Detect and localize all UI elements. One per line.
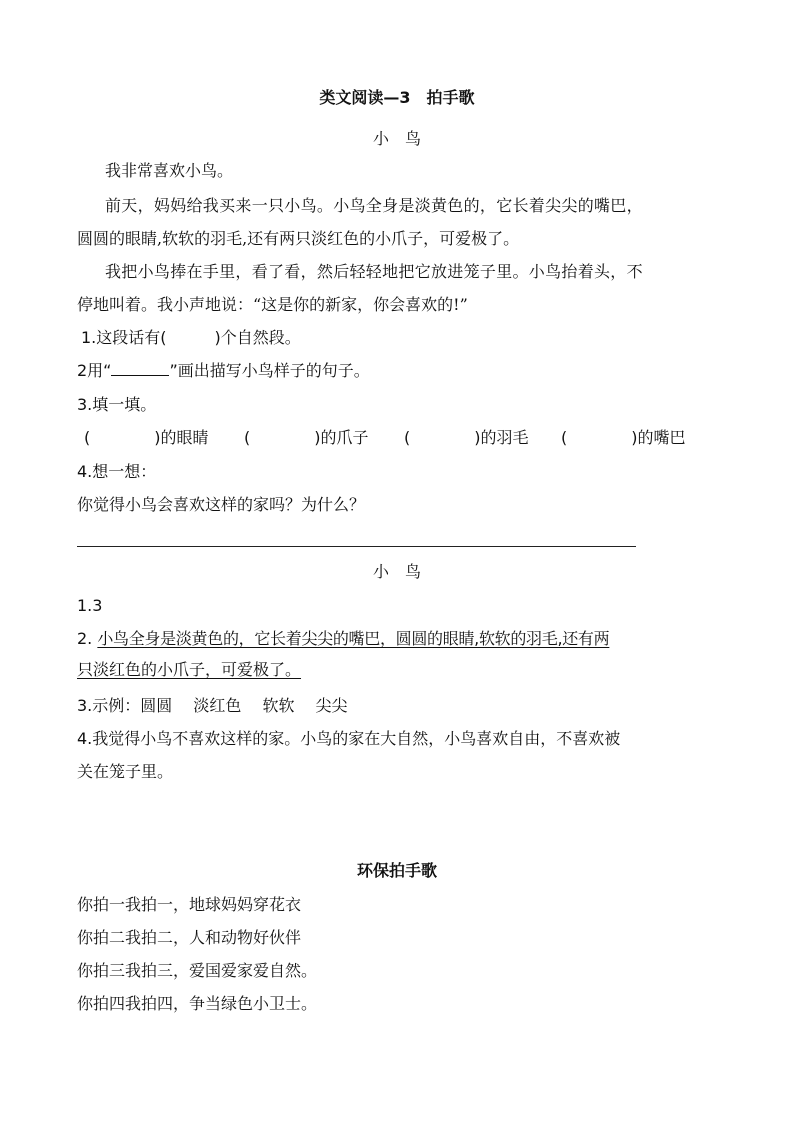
fill-blank-beak: ( )的嘴巴 — [561, 428, 686, 447]
section-divider — [77, 546, 636, 547]
answer-2-number: 2. — [77, 629, 93, 648]
fill-blank-eyes: ( )的眼睛 — [84, 428, 209, 447]
question-4: 4.想一想： — [77, 462, 157, 481]
song-line-2: 你拍二我拍二，人和动物好伙伴 — [77, 928, 302, 947]
passage-paragraph-2-line-2: 圆圆的眼睛,软软的羽毛,还有两只淡红色的小爪子，可爱极了。 — [77, 229, 520, 248]
fill-blank-feathers: ( )的羽毛 — [404, 428, 529, 447]
song-title: 环保拍手歌 — [356, 861, 437, 880]
passage-paragraph-3-line-1: 我把小鸟捧在手里，看了看，然后轻轻地把它放进笼子里。小鸟抬着头，不 — [105, 262, 643, 281]
question-3: 3.填一填。 — [77, 395, 157, 414]
song-line-3: 你拍三我拍三，爱国爱家爱自然。 — [77, 961, 318, 980]
song-line-4: 你拍四我拍四，争当绿色小卫士。 — [77, 994, 318, 1013]
answer-4-line-2: 关在笼子里。 — [77, 762, 174, 781]
question-1: 1.这段话有( )个自然段。 — [81, 328, 301, 347]
page-title: 类文阅读—3 拍手歌 — [319, 88, 475, 107]
question-2 — [77, 361, 370, 381]
question-2-suffix: ”画出描写小鸟样子的句子。 — [169, 361, 370, 380]
answer-2-line-2: 只淡红色的小爪子，可爱极了。 — [77, 660, 302, 679]
answer-2-line-1 — [77, 629, 609, 649]
passage-paragraph-3-line-2: 停地叫着。我小声地说：“这是你的新家，你会喜欢的!” — [77, 295, 468, 314]
song-line-1: 你拍一我拍一，地球妈妈穿花衣 — [77, 895, 302, 914]
answer-2-underlined-sentence: 小鸟全身是淡黄色的，它长着尖尖的嘴巴，圆圆的眼睛,软软的羽毛,还有两 — [97, 629, 610, 648]
answers-title: 小 鸟 — [372, 562, 421, 581]
passage-title: 小 鸟 — [372, 129, 421, 148]
passage-paragraph-1: 我非常喜欢小鸟。 — [105, 161, 234, 180]
underline-blank — [111, 361, 169, 376]
question-2-prefix: 2用“ — [77, 361, 112, 380]
answer-4-line-1: 4.我觉得小鸟不喜欢这样的家。小鸟的家在大自然，小鸟喜欢自由，不喜欢被 — [77, 729, 621, 748]
fill-blank-claws: ( )的爪子 — [244, 428, 369, 447]
answer-1: 1.3 — [77, 596, 103, 615]
question-4-prompt: 你觉得小鸟会喜欢这样的家吗？为什么？ — [77, 495, 366, 514]
passage-paragraph-2-line-1: 前天，妈妈给我买来一只小鸟。小鸟全身是淡黄色的，它长着尖尖的嘴巴， — [105, 196, 643, 215]
answer-3: 3.示例：圆圆 淡红色 软软 尖尖 — [77, 696, 348, 715]
